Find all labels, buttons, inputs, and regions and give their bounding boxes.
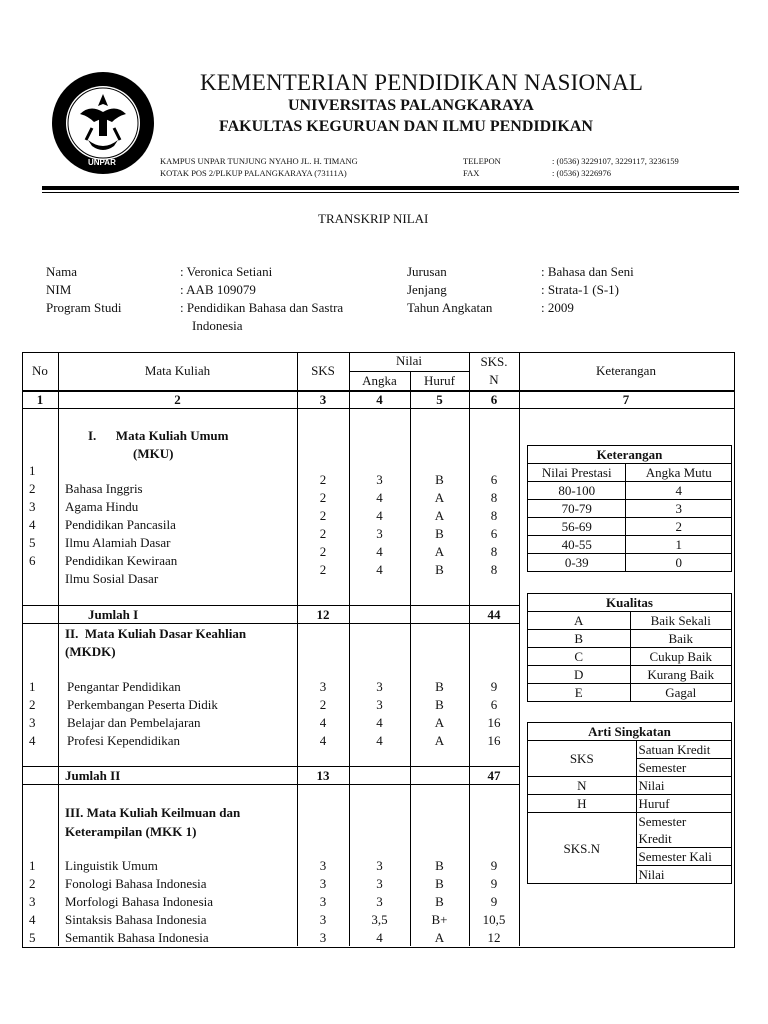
legend-mutu: 3 [626,500,732,518]
table-row [528,612,732,630]
table-row [528,741,732,759]
list-item: Pendidikan Kewiraan [65,553,178,568]
list-item: B [435,472,444,487]
list-item: B [435,562,444,577]
faculty-name: FAKULTAS KEGURUAN DAN ILMU PENDIDIKAN [219,118,593,135]
section-2-subtitle: (MKDK) [65,644,116,659]
legend-quality: Baik [630,630,732,648]
legend-mutu: 4 [626,482,732,500]
section-3-huruf [410,857,469,947]
list-item: 16 [487,733,501,748]
legend-arti-title: Arti Singkatan [528,723,732,741]
table-row [528,813,732,831]
list-item: B [435,894,444,909]
list-item: 9 [490,876,498,891]
col-keterangan-header: Keterangan [596,363,656,378]
list-item: Fonologi Bahasa Indonesia [65,876,207,891]
jumlah-2-label: Jumlah II [65,768,121,783]
section-2-huruf [410,678,469,750]
section-2-sksn [469,678,519,750]
legend-h-angka-mutu: Angka Mutu [626,464,732,482]
contact-values [552,155,679,179]
jumlah-1-sks: 12 [316,607,330,622]
col-mata-kuliah-header: Mata Kuliah [144,363,211,378]
list-item: 4 [376,490,383,505]
list-item: 16 [487,715,501,730]
section-3-title: III. Mata Kuliah Keilmuan dan [65,805,241,820]
list-item: 9 [490,858,498,873]
idx-7: 7 [622,392,630,407]
list-item: 3 [376,526,383,541]
address-block [160,155,358,179]
header-rule-thick [42,186,739,190]
fax-value: : (0536) 3226976 [552,168,612,178]
list-item: Agama Hindu [65,499,139,514]
idx-6: 6 [490,392,498,407]
document-title: TRANSKRIP NILAI [318,211,429,226]
list-item: 8 [490,562,498,577]
list-item: 2 [319,544,327,559]
idx-5: 5 [436,392,443,407]
list-item: 2 [319,508,327,523]
col-nilai-header: Nilai [396,353,422,368]
legend-kualitas [527,593,732,702]
section-2-title: II. Mata Kuliah Dasar Keahlian [65,626,247,641]
student-values-right [541,263,634,317]
list-item: A [434,733,445,748]
list-item: 6 [29,553,36,568]
list-item: A [434,544,445,559]
list-item: Linguistik Umum [65,858,158,873]
list-item: 1 [29,463,36,478]
legend-mutu: 0 [626,554,732,572]
list-item: 9 [490,679,498,694]
list-item: A [434,508,445,523]
list-item: Pendidikan Pancasila [65,517,176,532]
table-row [528,630,732,648]
angkatan-label: Tahun Angkatan [407,300,493,315]
jumlah-2-sksn: 47 [487,768,501,783]
student-values-left [180,263,343,335]
jurusan-value: : Bahasa dan Seni [541,264,634,279]
list-item: Profesi Kependidikan [67,733,181,748]
list-item: A [434,490,445,505]
list-item: B [435,697,444,712]
list-item: 3 [376,472,383,487]
ministry-name: KEMENTERIAN PENDIDIKAN NASIONAL [200,70,644,95]
jumlah-2-sks: 13 [316,768,330,783]
list-item: 4 [29,517,36,532]
col-huruf-header: Huruf [423,373,456,388]
section-1-sks [297,471,349,579]
abbr-sksn-desc-3: Semester Kali [636,848,731,866]
list-item: 3,5 [371,912,388,927]
list-item: B [435,679,444,694]
list-item: 12 [487,930,501,945]
list-item: B [435,526,444,541]
legend-keterangan [527,445,732,572]
list-item: Perkembangan Peserta Didik [67,697,218,712]
table-row [528,684,732,702]
address-line-1: KAMPUS UNPAR TUNJUNG NYAHO JL. H. TIMANG [160,156,358,166]
university-logo [50,70,156,176]
list-item: 3 [319,876,327,891]
list-item: 3 [319,894,327,909]
abbr-sks: SKS [528,741,637,777]
list-item: 2 [319,562,327,577]
legend-grade: D [528,666,631,684]
legend-grade: B [528,630,631,648]
list-item: A [434,715,445,730]
prodi-label: Program Studi [46,300,122,315]
list-item: 3 [376,894,383,909]
col-angka-header: Angka [362,373,397,388]
legend-grade: E [528,684,631,702]
section-3-courses [65,857,213,947]
list-item: 3 [376,858,383,873]
idx-1: 1 [36,392,44,407]
legend-quality: Gagal [630,684,732,702]
legend-arti-singkatan [527,722,732,884]
table-row [528,518,732,536]
list-item: Morfologi Bahasa Indonesia [65,894,214,909]
university-name: UNIVERSITAS PALANGKARAYA [288,97,534,114]
list-item: A [434,930,445,945]
list-item: 8 [490,508,498,523]
list-item: Semantik Bahasa Indonesia [65,930,209,945]
section-2-sks [297,678,349,750]
legend-grade: C [528,648,631,666]
list-item: Belajar dan Pembelajaran [67,715,201,730]
list-item: 3 [376,679,383,694]
section-1-title: I. Mata Kuliah Umum [88,428,229,443]
telepon-value: : (0536) 3229107, 3229117, 3236159 [552,156,679,166]
section-1-angka [349,471,410,579]
jumlah-1-sksn: 44 [487,607,501,622]
list-item: 5 [29,535,36,550]
list-item: 3 [29,499,36,514]
jurusan-label: Jurusan [407,264,447,279]
list-item: 2 [29,697,36,712]
table-row [528,482,732,500]
jenjang-label: Jenjang [407,282,447,297]
list-item: Sintaksis Bahasa Indonesia [65,912,207,927]
abbr-sksn-desc-2: Kredit [636,830,731,848]
section-2-angka [349,678,410,750]
table-row [528,500,732,518]
list-item: 4 [319,715,327,730]
list-item: 3 [319,912,327,927]
table-row [528,648,732,666]
list-item: 5 [29,930,36,945]
legend-range: 56-69 [528,518,626,536]
prodi-value-1: : Pendidikan Bahasa dan Sastra [180,300,344,315]
legend-quality: Cukup Baik [630,648,732,666]
section-3-numbers [29,857,36,947]
logo-text-bottom: UNPAR [88,158,116,167]
jumlah-1-label: Jumlah I [88,607,139,622]
list-item: B [435,876,444,891]
list-item: 4 [29,733,36,748]
list-item: 10,5 [482,912,506,927]
section-2-numbers [29,678,36,750]
list-item: 4 [376,508,383,523]
list-item: 2 [319,697,327,712]
section-1-courses [65,480,177,588]
list-item: 6 [490,697,498,712]
abbr-h-desc: Huruf [636,795,731,813]
fax-label: FAX [463,168,480,178]
col-no-header: No [32,363,48,378]
section-1-subtitle: (MKU) [133,446,174,461]
table-row [528,536,732,554]
list-item: 4 [376,733,383,748]
list-item: 2 [29,876,36,891]
list-item: Ilmu Alamiah Dasar [65,535,171,550]
list-item: 4 [319,733,327,748]
idx-3: 3 [319,392,327,407]
abbr-sksn-desc-4: Nilai [636,866,731,884]
list-item: 3 [376,876,383,891]
legend-quality: Baik Sekali [630,612,732,630]
list-item: 1 [29,858,36,873]
legend-h-nilai-prestasi: Nilai Prestasi [528,464,626,482]
section-1-numbers [29,462,36,570]
idx-4: 4 [376,392,383,407]
legend-range: 80-100 [528,482,626,500]
section-1-huruf [410,471,469,579]
abbr-n-desc: Nilai [636,777,731,795]
list-item: 4 [376,562,383,577]
legend-mutu: 2 [626,518,732,536]
abbr-sksn: SKS.N [528,813,637,884]
col-sksn-header-2: N [489,372,499,387]
student-labels-left [46,263,121,317]
list-item: 2 [29,481,36,496]
list-item: 3 [319,930,327,945]
abbr-n: N [528,777,637,795]
list-item: 3 [319,858,327,873]
table-row [528,666,732,684]
legend-range: 0-39 [528,554,626,572]
list-item: 4 [376,715,383,730]
abbr-sksn-desc-1: Semester [636,813,731,831]
section-2-courses [67,678,218,750]
legend-keterangan-title: Keterangan [528,446,732,464]
section-3-sks [297,857,349,947]
contact-labels [463,155,501,179]
angkatan-value: : 2009 [541,300,574,315]
list-item: 9 [490,894,498,909]
jenjang-value: : Strata-1 (S-1) [541,282,619,297]
nama-value: : Veronica Setiani [180,264,273,279]
list-item: 4 [29,912,36,927]
table-row [528,795,732,813]
list-item: B [435,858,444,873]
col-sks-header: SKS [311,363,335,378]
list-item: Ilmu Sosial Dasar [65,571,159,586]
header-rule-thin [42,192,739,193]
list-item: 3 [319,679,327,694]
idx-2: 2 [174,392,181,407]
legend-quality: Kurang Baik [630,666,732,684]
section-3-angka [349,857,410,947]
legend-mutu: 1 [626,536,732,554]
prodi-value-2: Indonesia [192,318,243,333]
list-item: 3 [29,715,36,730]
legend-kualitas-title: Kualitas [528,594,732,612]
list-item: Bahasa Inggris [65,481,143,496]
nim-label: NIM [46,282,72,297]
section-1-sksn [469,471,519,579]
list-item: 6 [490,526,498,541]
nama-label: Nama [46,264,78,279]
col-sksn-header-1: SKS. [480,354,508,369]
list-item: Pengantar Pendidikan [67,679,181,694]
telepon-label: TELEPON [463,156,501,166]
list-item: 3 [376,697,383,712]
list-item: 3 [29,894,36,909]
list-item: 6 [490,472,498,487]
table-row [528,554,732,572]
list-item: 8 [490,544,498,559]
list-item: 2 [319,472,327,487]
table-row [528,777,732,795]
section-3-subtitle: Keterampilan (MKK 1) [65,824,197,839]
nim-value: : AAB 109079 [180,282,256,297]
legend-range: 70-79 [528,500,626,518]
section-3-sksn [469,857,519,947]
abbr-h: H [528,795,637,813]
list-item: 8 [490,490,498,505]
legend-grade: A [528,612,631,630]
list-item: 2 [319,526,327,541]
legend-range: 40-55 [528,536,626,554]
address-line-2: KOTAK POS 2/PLKUP PALANGKARAYA (73111A) [160,168,347,178]
list-item: 2 [319,490,327,505]
abbr-sks-desc-1: Satuan Kredit [636,741,731,759]
student-labels-right [407,263,492,317]
abbr-sks-desc-2: Semester [636,759,731,777]
list-item: 4 [376,544,383,559]
list-item: B+ [431,912,448,927]
list-item: 1 [29,679,36,694]
list-item: 4 [376,930,383,945]
